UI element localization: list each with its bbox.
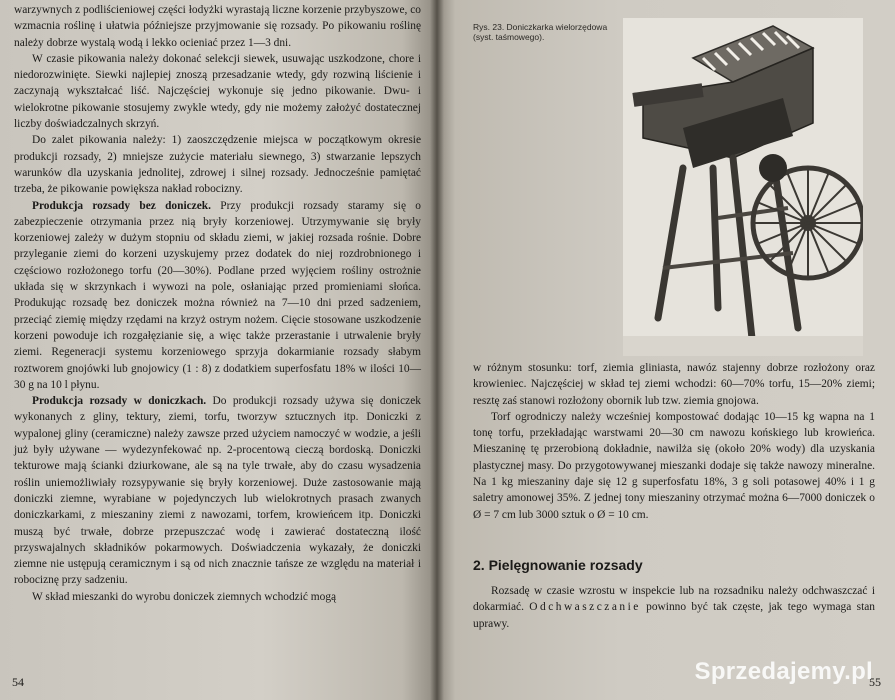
text-run: powinno być tak częste, jak tego wymaga stan uprawy. (473, 601, 875, 630)
watermark-logo: Sprzedajemy.pl (694, 658, 873, 685)
page-number-right: 55 (869, 675, 881, 689)
right-page-text (473, 360, 875, 523)
paragraph: warzywnych z podliścieniowej części łodyżki wyrastają liczne korzenie przybyszowe, co wzmacnia roślinę i ułatwia późniejsze przyjmowanie się rozsady. Po pikowaniu roślinę należy dobrze wystalą wodą i lekko ocieniać przez 1—3 dni. (14, 4, 421, 49)
paragraph: w różnym stosunku: torf, ziemia gliniasta, nawóz stajenny dobrze rozłożony oraz krowieniec. Najczęściej w skład tej ziemi wchodzi: 60—70% torfu, 15—20% ziemi; resztę zaś stanowi rozłożony obornik lub tzw. ziemia gnojowa. (473, 362, 875, 407)
figure (473, 18, 875, 360)
section-text: Do produkcji rozsady używa się doniczek wykonanych z gliny, tektury, ziemi, torfu, tworzyw sztucznych itp. Doniczki z wypalonej gliny (ceramiczne) należy zawsze przed użyciem namoczyć w wodzie, a jeśli już były używane — wydezynfekować np. 2-procentową cieczą bordoską. Doniczki tekturowe mają ścianki dziurkowane, ale są na tyle trwałe, aby do czasu wysadzenia roślin uniemożliwiały rozsypywanie się bryły korzeniowej. Duże zastosowanie mają doniczki ziemne, wyrabiane w pojedynczych lub wielokrotnych prasach zwanych doniczkarkami, z mieszaniny ziemi z nawozami, torfem, krowieńcem itp. Doniczki muszą być trwałe, dobrze przepuszczać wodę i zawierać dostateczną ilość przyswajalnych składników pokarmowych. Doświadczenia wykazały, że doniczki ziemne nie ustępują ceramicznym i są od nich znacznie tańsze ze względu na materiał i robociznę przy sadzeniu. (14, 395, 421, 587)
section-body (473, 583, 875, 632)
paragraph: Do zalet pikowania należy: 1) zaoszczędzenie miejsca w początkowym okresie produkcji rozsady, 2) mniejsze zużycie materiału siewnego, 3) stwarzanie lepszych warunków dla uzyskania jednolitej, zdrowej i silnej rozsady. Jednocześnie pamiętać trzeba, że pikowanie powiększa nakład robocizny. (14, 134, 421, 196)
section-title: 2. Pielęgnowanie rozsady (473, 556, 643, 573)
section-heading-without-pots: Produkcja rozsady bez doniczek. (32, 199, 211, 212)
book-spine-shadow (430, 0, 444, 700)
figure-caption: Rys. 23. Doniczkarka wielorzędowa (syst. taśmowego). (473, 22, 608, 42)
left-page (0, 0, 437, 700)
section-heading-in-pots: Produkcja rozsady w doniczkach. (32, 395, 207, 408)
paragraph: W skład mieszanki do wyrobu doniczek ziemnych wchodzić mogą (32, 590, 337, 603)
paragraph: W czasie pikowania należy dokonać selekcji siewek, usuwając uszkodzone, chore i niedorozwinięte. Siewki najlepiej znoszą przesadzanie wtedy, gdy rozwiną liścienie i zaczynają wykształcać liść. Najczęściej wykonuje się jedno pikowanie. Dwu- i wielokrotne pikowanie stosujemy zwykle wtedy, gdy nie możemy założyć dostatecznej liczby doświadczalnych skrzyń. (14, 52, 421, 131)
paragraph-production-in-pots (14, 393, 421, 589)
machine-photo (623, 18, 863, 356)
section-text: Przy produkcji rozsady staramy się o zabezpieczenie otrzymania przez nią bryły korzeniowej. Utrzymywanie się bryły korzeniowej zależy w dużym stopniu od składu ziemi, w jakiej rozsada rośnie. Dobre przyleganie ziemi do korzeni uzyskujemy przez dodatek do niej rozdrobnionego i częściowo rozłożonego torfu (20—30%). Podlane przed wyjęciem rośliny ostrożnie układa się w skrzynkach i wywozi na pole, osłaniając przed promieniami słońca. Produkując rozsadę bez doniczek można również na 7—10 dni przed sadzeniem, przeciąć ziemię między rzędami na krzyż ostrym nożem. Cięcie stosowane uszkodzenie korzeni powoduje ich rozgałęzianie się, a więc także przerastanie i utrwalenie bryły ziemi. Regeneracji systemu korzeniowego sprzyja dokarmianie rozsady słabym roztworem gnojówki lub gnojowicy (1 : 8) z dodatkiem superfosfatu 18% w ilości 10—30 g na 10 l płynu. (14, 199, 421, 391)
spaced-term: Odchwaszczanie (529, 601, 641, 614)
paragraph-production-without-pots (14, 198, 421, 394)
left-page-text (14, 2, 421, 605)
right-page (437, 0, 895, 700)
text-run: Rozsadę w czasie wzrostu w inspekcie lub na rozsadniku należy odchwaszczać i dokarmiać. (473, 584, 875, 614)
page-number-left: 54 (12, 675, 24, 689)
pot-making-machine-illustration (623, 18, 863, 356)
paragraph: Torf ogrodniczy należy wcześniej kompostować dodając 10—15 kg wapna na 1 tonę torfu, przekładając warstwami 20—30 cm nawozu końskiego lub krowieńca. Mieszaninę tę przerobioną dokładnie, nawilża się (około 20% wody) dla uzyskania plastycznej masy. Do przygotowywanej mieszanki dodaje się także nawozy mineralne. Na 1 kg mieszaniny daje się 12 g superfosfatu 18%, 3 g soli potasowej 40% i 1 g saletry amonowej 35%. Z jednej tony mieszaniny otrzymać można 6—7000 doniczek o Ø = 7 cm lub 3000 sztuk o Ø = 10 cm. (473, 410, 875, 521)
paragraph (473, 583, 875, 632)
